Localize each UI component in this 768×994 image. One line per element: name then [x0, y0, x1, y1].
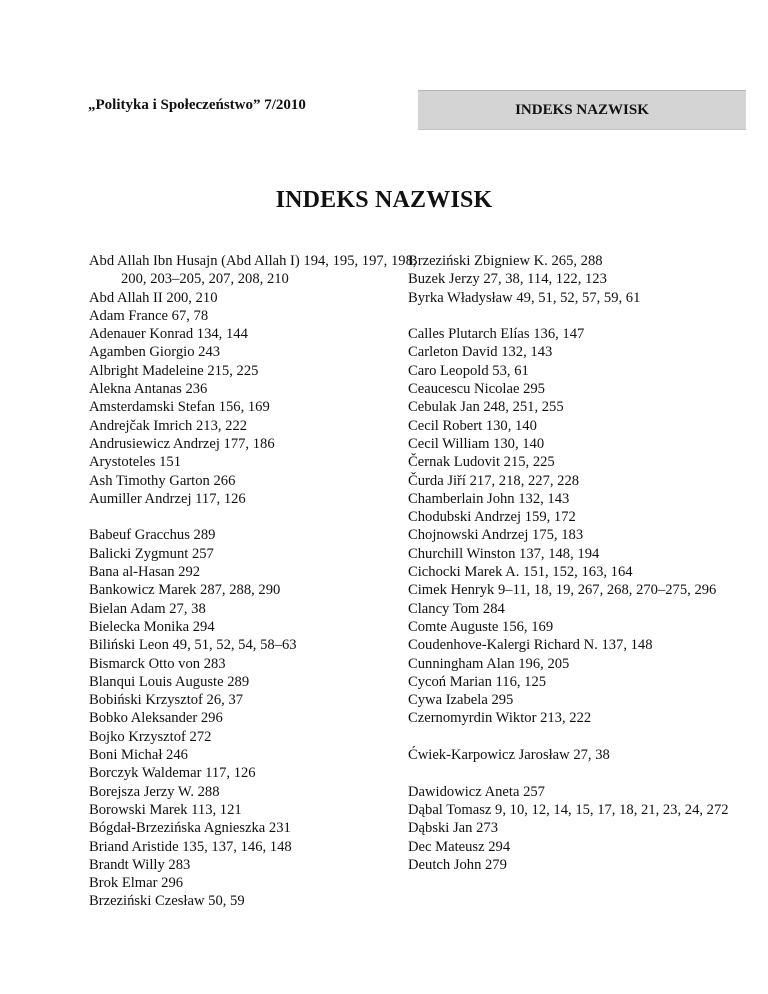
index-entry: Aumiller Andrzej 117, 126: [89, 490, 246, 507]
section-header: INDEKS NAZWISK: [418, 90, 746, 130]
index-entry: Ćwiek-Karpowicz Jarosław 27, 38: [408, 747, 610, 764]
index-entry: Dąbal Tomasz 9, 10, 12, 14, 15, 17, 18, 21, 23, 24, 272: [408, 801, 729, 818]
index-entry: Brzeziński Czesław 50, 59: [89, 893, 245, 910]
index-entry: Borczyk Waldemar 117, 126: [89, 765, 256, 782]
index-entry: Andrusiewicz Andrzej 177, 186: [89, 435, 275, 452]
index-entry: Chodubski Andrzej 159, 172: [408, 509, 576, 526]
page-title: INDEKS NAZWISK: [275, 187, 493, 213]
index-entry: Babeuf Gracchus 289: [89, 527, 216, 544]
index-entry: Clancy Tom 284: [408, 600, 505, 617]
index-entry: Cimek Henryk 9–11, 18, 19, 267, 268, 270–275, 296: [408, 582, 717, 599]
index-entry: Černak Ludovit 215, 225: [408, 454, 555, 471]
index-entry: Cecil William 130, 140: [408, 435, 545, 452]
index-entry: Dec Mateusz 294: [408, 838, 511, 855]
index-entry: Bobiński Krzysztof 26, 37: [89, 692, 244, 709]
index-entry: Cycoń Marian 116, 125: [408, 673, 547, 690]
index-entry: Carleton David 132, 143: [408, 344, 553, 361]
index-entry: Brandt Willy 283: [89, 856, 191, 873]
index-entry: Bielecka Monika 294: [89, 618, 215, 635]
index-entry: Abd Allah Ibn Husajn (Abd Allah I) 194, 195, 197, 198, 200, 203–205, 207, 208, 210: [89, 253, 417, 288]
index-entry: Caro Leopold 53, 61: [408, 362, 529, 379]
index-entry: Brzeziński Zbigniew K. 265, 288: [408, 253, 603, 269]
index-entry: Bankowicz Marek 287, 288, 290: [89, 582, 281, 599]
index-entry: Blanqui Louis Auguste 289: [89, 673, 250, 690]
index-entry: Dawidowicz Aneta 257: [408, 783, 545, 800]
index-entry: Cunningham Alan 196, 205: [408, 655, 570, 672]
index-entry: Coudenhove-Kalergi Richard N. 137, 148: [408, 637, 653, 654]
index-entry: Bojko Krzysztof 272: [89, 728, 212, 745]
index-entry: Bobko Aleksander 296: [89, 710, 223, 727]
index-entry: Cecil Robert 130, 140: [408, 417, 537, 434]
index-entry: Bógdał-Brzezińska Agnieszka 231: [89, 820, 291, 837]
index-entry: Czernomyrdin Wiktor 213, 222: [408, 710, 592, 727]
index-entry: Cywa Izabela 295: [408, 692, 514, 709]
index-entry: Amsterdamski Stefan 156, 169: [89, 399, 270, 416]
index-entry: Dąbski Jan 273: [408, 820, 498, 837]
index-entry: Agamben Giorgio 243: [89, 344, 221, 361]
index-column-left: [89, 252, 419, 911]
index-entry: Cichocki Marek A. 151, 152, 163, 164: [408, 564, 633, 581]
index-entry: Balicki Zygmunt 257: [89, 545, 214, 562]
index-entry: Deutch John 279: [408, 856, 507, 873]
index-column-right: [408, 252, 738, 874]
group-spacer: [408, 307, 738, 325]
index-entry: Boni Michał 246: [89, 747, 188, 764]
index-entry: Arystoteles 151: [89, 454, 182, 471]
index-entry: Briand Aristide 135, 137, 146, 148: [89, 838, 292, 855]
index-entry: Bismarck Otto von 283: [89, 655, 226, 672]
index-entry: Borowski Marek 113, 121: [89, 801, 242, 818]
index-entry: Cebulak Jan 248, 251, 255: [408, 399, 564, 416]
group-spacer: [89, 508, 419, 526]
index-entry: Ceaucescu Nicolae 295: [408, 381, 545, 398]
index-entry: Bana al-Hasan 292: [89, 564, 201, 581]
index-entry: Chojnowski Andrzej 175, 183: [408, 527, 584, 544]
index-entry: Buzek Jerzy 27, 38, 114, 122, 123: [408, 271, 607, 288]
journal-header: „Polityka i Społeczeństwo” 7/2010: [88, 97, 306, 113]
index-entry: Čurda Jiří 217, 218, 227, 228: [408, 472, 580, 489]
group-spacer: [408, 764, 738, 782]
index-entry: Bielan Adam 27, 38: [89, 600, 206, 617]
index-entry: Brok Elmar 296: [89, 875, 184, 892]
index-entry: Alekna Antanas 236: [89, 381, 208, 398]
index-entry: Chamberlain John 132, 143: [408, 490, 570, 507]
index-entry: Comte Auguste 156, 169: [408, 618, 554, 635]
index-entry: Biliński Leon 49, 51, 52, 54, 58–63: [89, 637, 297, 654]
index-entry: Churchill Winston 137, 148, 194: [408, 545, 600, 562]
index-entry: Andrejčak Imrich 213, 222: [89, 417, 248, 434]
index-entry: Calles Plutarch Elías 136, 147: [408, 326, 585, 343]
index-entry: Byrka Władysław 49, 51, 52, 57, 59, 61: [408, 289, 641, 306]
group-spacer: [408, 728, 738, 746]
index-entry: Abd Allah II 200, 210: [89, 289, 218, 306]
index-entry: Ash Timothy Garton 266: [89, 472, 236, 489]
index-entry: Adam France 67, 78: [89, 307, 209, 324]
index-entry: Borejsza Jerzy W. 288: [89, 783, 220, 800]
index-entry: Albright Madeleine 215, 225: [89, 362, 259, 379]
index-entry: Adenauer Konrad 134, 144: [89, 326, 248, 343]
